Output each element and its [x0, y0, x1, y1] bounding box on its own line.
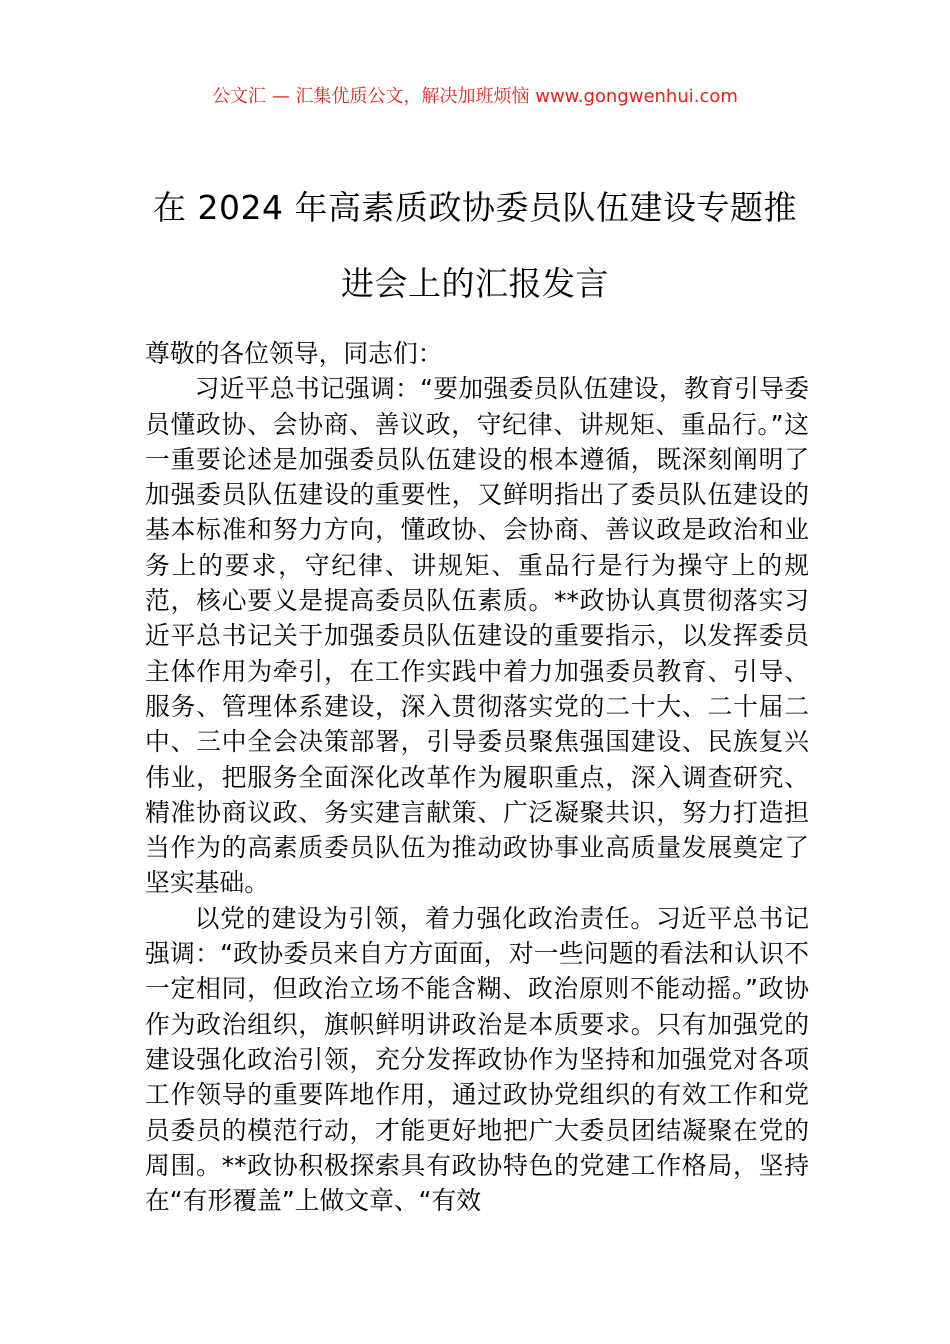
document-title-line-1: 在 2024 年高素质政协委员队伍建设专题推	[153, 188, 797, 227]
document-body	[145, 336, 809, 1218]
header-banner: 公文汇 — 汇集优质公文，解决加班烦恼 www.gongwenhui.com	[212, 86, 738, 107]
salutation: 尊敬的各位领导，同志们：	[145, 339, 443, 368]
paragraph: 以党的建设为引领，着力强化政治责任。习近平总书记强调：“政协委员来自方方面面，对一些问题的看法和认识不一定相同，但政治立场不能含糊、政治原则不能动摇。”政协作为政治组织，旗帜鲜明讲政治是本质要求。只有加强党的建设强化政治引领，充分发挥政协作为坚持和加强党对各项工作领导的重要阵地作用，通过政协党组织的有效工作和党员委员的模范行动，才能更好地把广大委员团结凝聚在党的周围。**政协积极探索具有政协特色的党建工作格局，坚持在“有形覆盖”上做文章、“有效	[145, 903, 809, 1216]
paragraph: 习近平总书记强调：“要加强委员队伍建设，教育引导委员懂政协、会协商、善议政，守纪律、讲规矩、重品行。”这一重要论述是加强委员队伍建设的根本遵循，既深刻阐明了加强委员队伍建设的重要性，又鲜明指出了委员队伍建设的基本标准和努力方向，懂政协、会协商、善议政是政治和业务上的要求，守纪律、讲规矩、重品行是行为操守上的规范，核心要义是提高委员队伍素质。**政协认真贯彻落实习近平总书记关于加强委员队伍建设的重要指示，以发挥委员主体作用为牵引，在工作实践中着力加强委员教育、引导、服务、管理体系建设，深入贯彻落实党的二十大、二十届二中、三中全会决策部署，引导委员聚焦强国建设、民族复兴伟业，把服务全面深化改革作为履职重点，深入调查研究、精准协商议政、务实建言献策、广泛凝聚共识，努力打造担当作为的高素质委员队伍为推动政协事业高质量发展奠定了坚实基础。	[145, 374, 809, 898]
document-title	[120, 170, 830, 322]
document-title-line-2: 进会上的汇报发言	[341, 264, 609, 303]
